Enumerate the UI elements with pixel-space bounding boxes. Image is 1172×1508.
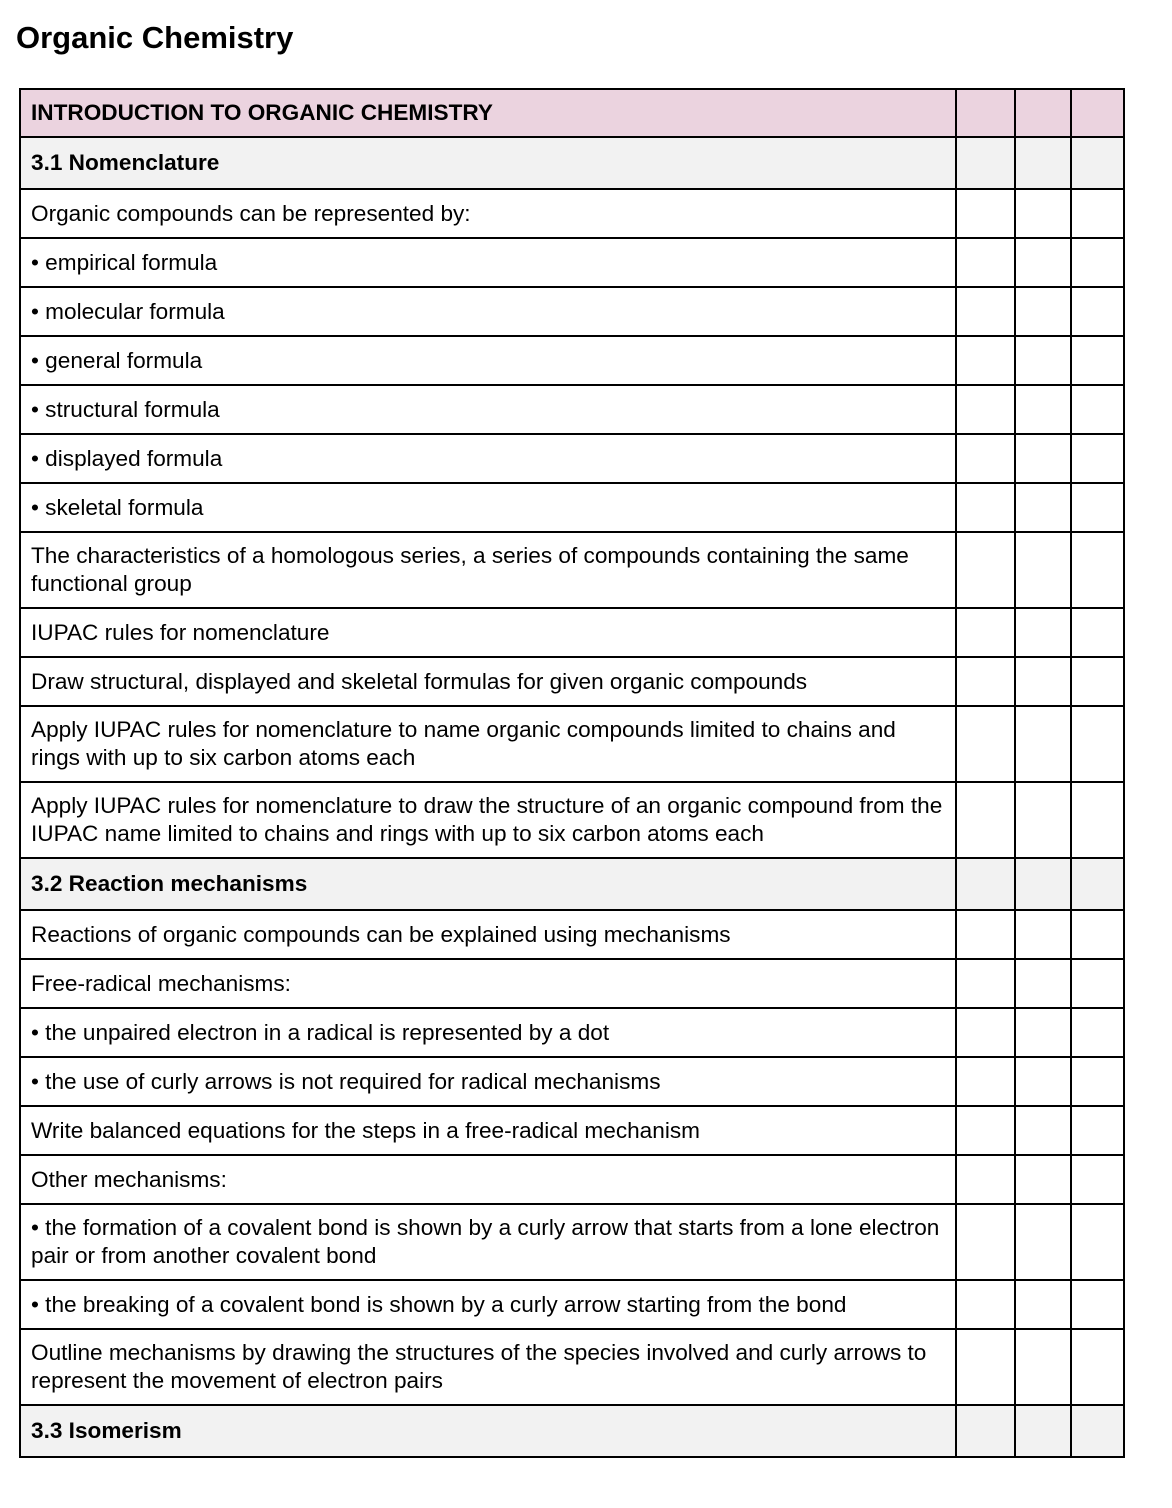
check-cell-3[interactable] xyxy=(1071,287,1124,336)
check-cell-3[interactable] xyxy=(1071,434,1124,483)
check-cell-2[interactable] xyxy=(1015,1008,1071,1057)
row-text-cell: The characteristics of a homologous series, a series of compounds containing the same functional group xyxy=(20,532,956,608)
check-cell-2[interactable] xyxy=(1015,336,1071,385)
checklist-table xyxy=(19,88,1125,1458)
check-cell-1[interactable] xyxy=(956,1204,1015,1280)
check-cell-3[interactable] xyxy=(1071,1405,1124,1457)
table-row xyxy=(20,608,1124,657)
check-cell-3[interactable] xyxy=(1071,1204,1124,1280)
check-cell-1[interactable] xyxy=(956,238,1015,287)
check-cell-2[interactable] xyxy=(1015,238,1071,287)
row-text-cell: • general formula xyxy=(20,336,956,385)
row-text-cell: Outline mechanisms by drawing the structures of the species involved and curly arrows to represent the movement of electron pairs xyxy=(20,1329,956,1405)
check-cell-1[interactable] xyxy=(956,287,1015,336)
check-cell-3[interactable] xyxy=(1071,1008,1124,1057)
check-cell-1[interactable] xyxy=(956,782,1015,858)
check-cell-1[interactable] xyxy=(956,1405,1015,1457)
check-cell-3[interactable] xyxy=(1071,858,1124,910)
check-cell-1[interactable] xyxy=(956,1008,1015,1057)
table-row xyxy=(20,1329,1124,1405)
table-row xyxy=(20,910,1124,959)
row-text-cell: • the unpaired electron in a radical is represented by a dot xyxy=(20,1008,956,1057)
check-cell-1[interactable] xyxy=(956,910,1015,959)
check-cell-1[interactable] xyxy=(956,137,1015,189)
row-text-cell: Organic compounds can be represented by: xyxy=(20,189,956,238)
check-cell-1[interactable] xyxy=(956,434,1015,483)
check-cell-3[interactable] xyxy=(1071,706,1124,782)
check-cell-3[interactable] xyxy=(1071,910,1124,959)
row-text-cell: • structural formula xyxy=(20,385,956,434)
check-cell-2[interactable] xyxy=(1015,910,1071,959)
table-row xyxy=(20,1057,1124,1106)
table-row xyxy=(20,336,1124,385)
check-cell-2[interactable] xyxy=(1015,137,1071,189)
check-cell-3[interactable] xyxy=(1071,89,1124,137)
check-cell-2[interactable] xyxy=(1015,385,1071,434)
check-cell-3[interactable] xyxy=(1071,782,1124,858)
table-row xyxy=(20,1204,1124,1280)
table-row xyxy=(20,238,1124,287)
check-cell-3[interactable] xyxy=(1071,1057,1124,1106)
table-row-section xyxy=(20,858,1124,910)
table-row-section xyxy=(20,137,1124,189)
check-cell-3[interactable] xyxy=(1071,385,1124,434)
check-cell-2[interactable] xyxy=(1015,858,1071,910)
check-cell-2[interactable] xyxy=(1015,657,1071,706)
check-cell-2[interactable] xyxy=(1015,608,1071,657)
check-cell-2[interactable] xyxy=(1015,1057,1071,1106)
check-cell-1[interactable] xyxy=(956,336,1015,385)
check-cell-1[interactable] xyxy=(956,959,1015,1008)
row-text-cell: • skeletal formula xyxy=(20,483,956,532)
table-row xyxy=(20,782,1124,858)
check-cell-1[interactable] xyxy=(956,89,1015,137)
check-cell-2[interactable] xyxy=(1015,189,1071,238)
check-cell-3[interactable] xyxy=(1071,238,1124,287)
table-row xyxy=(20,287,1124,336)
check-cell-3[interactable] xyxy=(1071,608,1124,657)
row-text-cell: • displayed formula xyxy=(20,434,956,483)
table-row xyxy=(20,483,1124,532)
row-text-cell: Write balanced equations for the steps in a free-radical mechanism xyxy=(20,1106,956,1155)
table-row xyxy=(20,434,1124,483)
check-cell-2[interactable] xyxy=(1015,287,1071,336)
check-cell-2[interactable] xyxy=(1015,782,1071,858)
check-cell-3[interactable] xyxy=(1071,336,1124,385)
table-row xyxy=(20,385,1124,434)
check-cell-1[interactable] xyxy=(956,483,1015,532)
check-cell-3[interactable] xyxy=(1071,1106,1124,1155)
row-text-cell: 3.3 Isomerism xyxy=(20,1405,956,1457)
check-cell-3[interactable] xyxy=(1071,1280,1124,1329)
table-row xyxy=(20,532,1124,608)
check-cell-2[interactable] xyxy=(1015,483,1071,532)
check-cell-1[interactable] xyxy=(956,657,1015,706)
check-cell-2[interactable] xyxy=(1015,1106,1071,1155)
check-cell-2[interactable] xyxy=(1015,1155,1071,1204)
row-text-cell: Free-radical mechanisms: xyxy=(20,959,956,1008)
check-cell-1[interactable] xyxy=(956,1106,1015,1155)
row-text-cell: • the use of curly arrows is not required for radical mechanisms xyxy=(20,1057,956,1106)
row-text-cell: 3.2 Reaction mechanisms xyxy=(20,858,956,910)
table-row xyxy=(20,1106,1124,1155)
check-cell-3[interactable] xyxy=(1071,483,1124,532)
row-text-cell: 3.1 Nomenclature xyxy=(20,137,956,189)
check-cell-2[interactable] xyxy=(1015,1405,1071,1457)
check-cell-1[interactable] xyxy=(956,532,1015,608)
check-cell-1[interactable] xyxy=(956,1155,1015,1204)
table-row xyxy=(20,657,1124,706)
row-text-cell: • molecular formula xyxy=(20,287,956,336)
row-text-cell: • empirical formula xyxy=(20,238,956,287)
check-cell-2[interactable] xyxy=(1015,1204,1071,1280)
table-row xyxy=(20,706,1124,782)
check-cell-3[interactable] xyxy=(1071,1155,1124,1204)
check-cell-1[interactable] xyxy=(956,858,1015,910)
row-text-cell: Reactions of organic compounds can be explained using mechanisms xyxy=(20,910,956,959)
table-row xyxy=(20,959,1124,1008)
check-cell-2[interactable] xyxy=(1015,434,1071,483)
row-text-cell: • the formation of a covalent bond is shown by a curly arrow that starts from a lone electron pair or from another covalent bond xyxy=(20,1204,956,1280)
check-cell-2[interactable] xyxy=(1015,532,1071,608)
check-cell-2[interactable] xyxy=(1015,959,1071,1008)
check-cell-1[interactable] xyxy=(956,385,1015,434)
check-cell-1[interactable] xyxy=(956,706,1015,782)
check-cell-3[interactable] xyxy=(1071,959,1124,1008)
check-cell-1[interactable] xyxy=(956,1280,1015,1329)
table-row xyxy=(20,1155,1124,1204)
check-cell-1[interactable] xyxy=(956,189,1015,238)
check-cell-2[interactable] xyxy=(1015,1280,1071,1329)
row-text-cell: Other mechanisms: xyxy=(20,1155,956,1204)
check-cell-2[interactable] xyxy=(1015,706,1071,782)
table-row xyxy=(20,189,1124,238)
check-cell-1[interactable] xyxy=(956,608,1015,657)
check-cell-3[interactable] xyxy=(1071,657,1124,706)
page-title: Organic Chemistry xyxy=(16,20,294,55)
check-cell-3[interactable] xyxy=(1071,532,1124,608)
row-text-cell: Draw structural, displayed and skeletal formulas for given organic compounds xyxy=(20,657,956,706)
check-cell-3[interactable] xyxy=(1071,1329,1124,1405)
table-row-section xyxy=(20,1405,1124,1457)
check-cell-1[interactable] xyxy=(956,1329,1015,1405)
table-row xyxy=(20,1280,1124,1329)
table-row xyxy=(20,1008,1124,1057)
check-cell-3[interactable] xyxy=(1071,189,1124,238)
check-cell-1[interactable] xyxy=(956,1057,1015,1106)
row-text-cell: Apply IUPAC rules for nomenclature to draw the structure of an organic compound from the IUPAC name limited to chains and rings with up to six carbon atoms each xyxy=(20,782,956,858)
check-cell-3[interactable] xyxy=(1071,137,1124,189)
row-text-cell: IUPAC rules for nomenclature xyxy=(20,608,956,657)
check-cell-2[interactable] xyxy=(1015,89,1071,137)
row-text-cell: Apply IUPAC rules for nomenclature to name organic compounds limited to chains and rings with up to six carbon atoms each xyxy=(20,706,956,782)
table-row-header xyxy=(20,89,1124,137)
row-text-cell: INTRODUCTION TO ORGANIC CHEMISTRY xyxy=(20,89,956,137)
row-text-cell: • the breaking of a covalent bond is shown by a curly arrow starting from the bond xyxy=(20,1280,956,1329)
check-cell-2[interactable] xyxy=(1015,1329,1071,1405)
